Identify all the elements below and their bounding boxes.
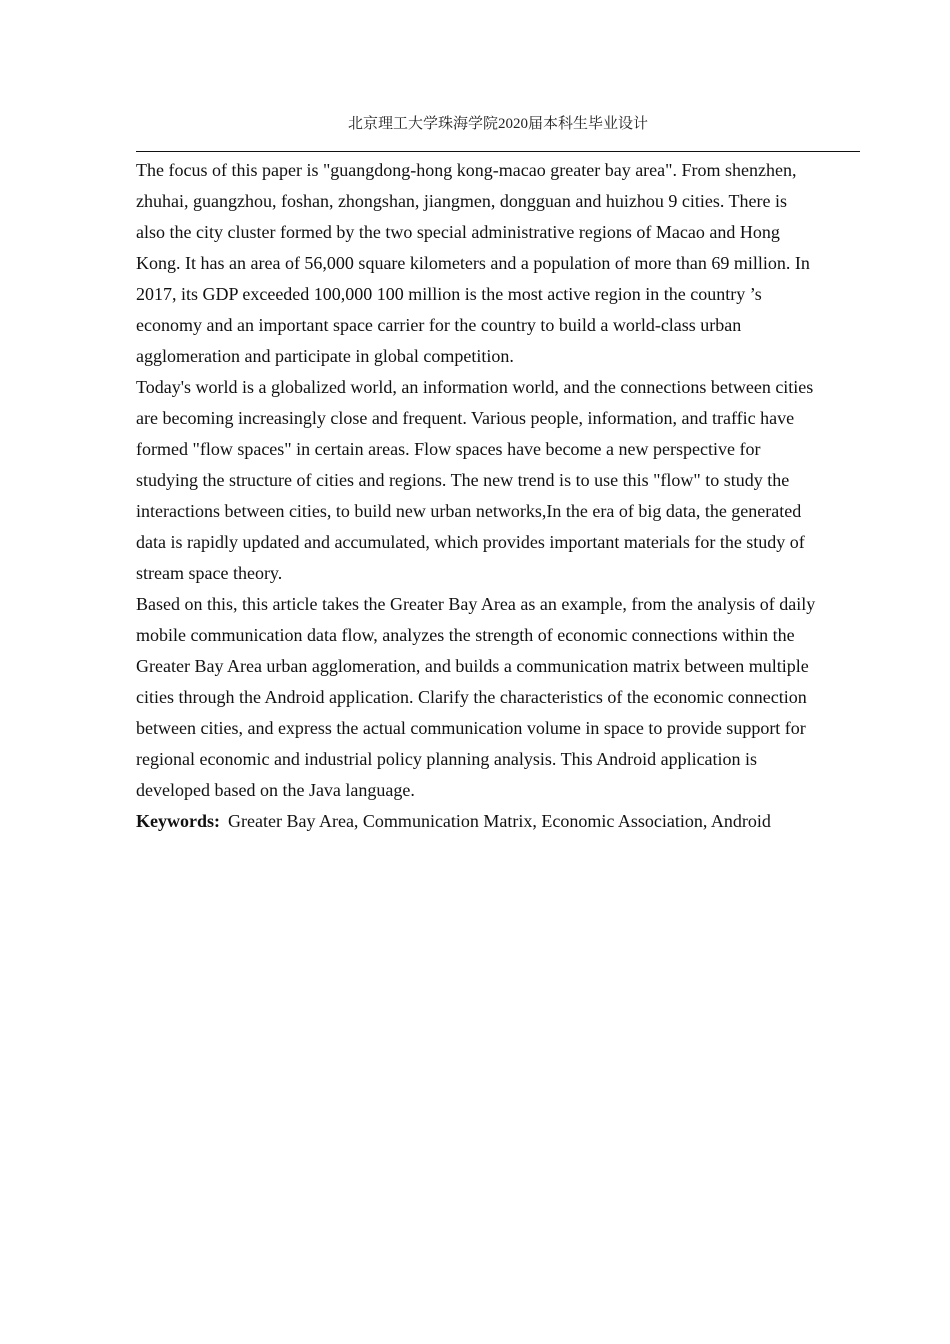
text-line: interactions between cities, to build new urban networks,In the era of big data, the generated (136, 501, 802, 521)
text-line: Today's world is a globalized world, an information world, and the connections between cities (136, 377, 814, 397)
abstract-body (136, 155, 860, 837)
abstract-paragraph-1 (136, 155, 860, 372)
text-line: also the city cluster formed by the two special administrative regions of Macao and Hong (136, 222, 780, 242)
text-line: agglomeration and participate in global competition. (136, 346, 514, 366)
text-line: Based on this, this article takes the Greater Bay Area as an example, from the analysis of daily (136, 594, 816, 614)
text-line: regional economic and industrial policy planning analysis. This Android application is (136, 749, 758, 769)
keywords-value: Greater Bay Area, Communication Matrix, Economic Association, Android (228, 811, 771, 831)
text-line: developed based on the Java language. (136, 780, 415, 800)
text-line: mobile communication data flow, analyzes the strength of economic connections within the (136, 625, 795, 645)
header-divider (136, 151, 860, 152)
abstract-paragraph-2 (136, 372, 860, 589)
text-line: stream space theory. (136, 563, 283, 583)
keywords-label: Keywords: (136, 811, 220, 831)
text-line: Kong. It has an area of 56,000 square kilometers and a population of more than 69 million. In (136, 253, 810, 273)
page-header: 北京理工大学珠海学院2020届本科生毕业设计 (347, 116, 648, 132)
text-line: economy and an important space carrier for the country to build a world-class urban (136, 315, 742, 335)
abstract-paragraph-3 (136, 589, 860, 806)
text-line: cities through the Android application. Clarify the characteristics of the economic connection (136, 687, 807, 707)
text-line: studying the structure of cities and regions. The new trend is to use this "flow" to study the (136, 470, 790, 490)
text-line: formed "flow spaces" in certain areas. Flow spaces have become a new perspective for (136, 439, 761, 459)
text-line: Greater Bay Area urban agglomeration, and builds a communication matrix between multiple (136, 656, 809, 676)
text-line: 2017, its GDP exceeded 100,000 100 million is the most active region in the country ’s (136, 284, 762, 304)
text-line: data is rapidly updated and accumulated, which provides important materials for the study of (136, 532, 805, 552)
keywords-line (136, 806, 860, 837)
text-line: zhuhai, guangzhou, foshan, zhongshan, jiangmen, dongguan and huizhou 9 cities. There is (136, 191, 788, 211)
text-line: The focus of this paper is "guangdong-hong kong-macao greater bay area". From shenzhen, (136, 160, 797, 180)
text-line: are becoming increasingly close and frequent. Various people, information, and traffic have (136, 408, 795, 428)
text-line: between cities, and express the actual communication volume in space to provide support for (136, 718, 806, 738)
